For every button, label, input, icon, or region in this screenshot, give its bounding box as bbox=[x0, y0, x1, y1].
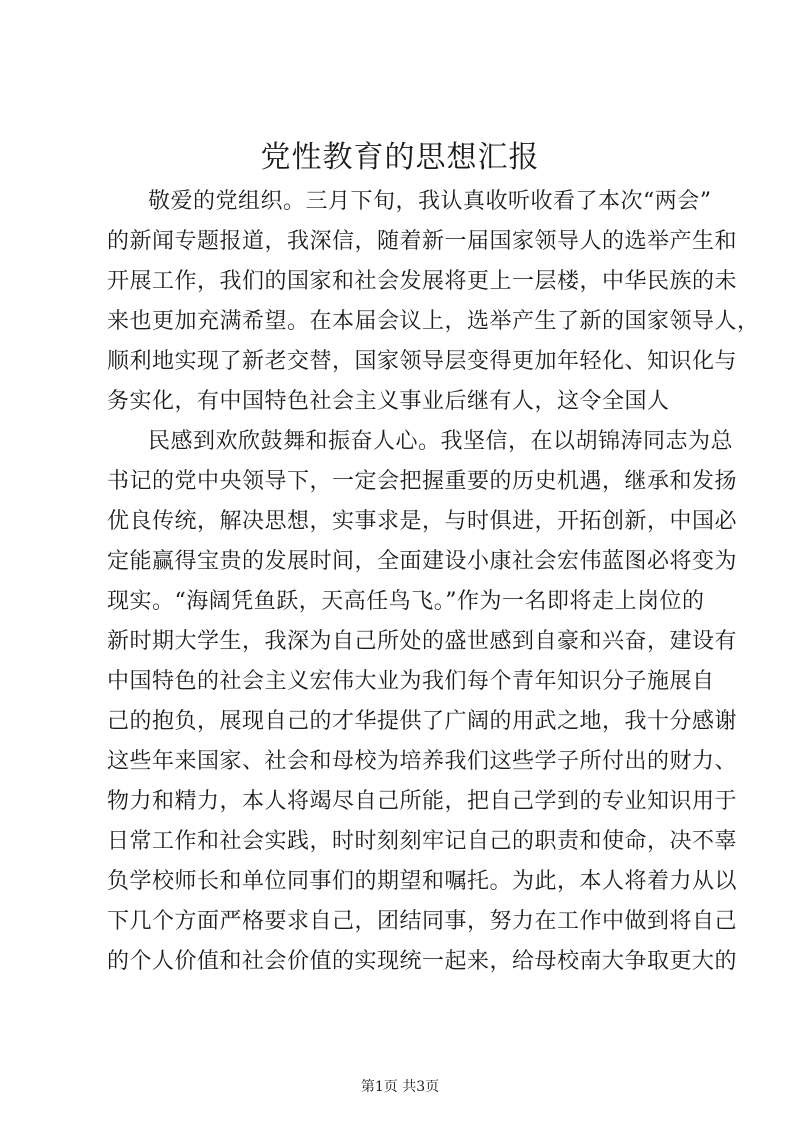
paragraph-line-15: 这些年来国家、社会和母校为培养我们这些学子所付出的财力、 bbox=[107, 749, 738, 774]
document-title: 党性教育的思想汇报 bbox=[260, 140, 540, 175]
paragraph-line-1: 敬爱的党组织。三月下旬，我认真收听收看了本次“两会” bbox=[148, 189, 712, 214]
paragraph-line-20: 的个人价值和社会价值的实现统一起来，给母校南大争取更大的 bbox=[107, 949, 738, 974]
paragraph-line-18: 负学校师长和单位同事们的期望和嘱托。为此，本人将着力从以 bbox=[107, 869, 738, 894]
paragraph-line-12: 新时期大学生，我深为自己所处的盛世感到自豪和兴奋，建设有 bbox=[107, 629, 738, 654]
paragraph-line-8: 书记的党中央领导下，一定会把握重要的历史机遇，继承和发扬 bbox=[107, 469, 738, 494]
paragraph-line-10: 定能赢得宝贵的发展时间，全面建设小康社会宏伟蓝图必将变为 bbox=[107, 549, 738, 574]
paragraph-line-11: 现实。“海阔凭鱼跃，天高任鸟飞。”作为一名即将走上岗位的 bbox=[107, 589, 705, 614]
paragraph-line-9: 优良传统，解决思想，实事求是，与时俱进，开拓创新，中国必 bbox=[107, 509, 738, 534]
paragraph-line-14: 己的抱负，展现自己的才华提供了广阔的用武之地，我十分感谢 bbox=[107, 709, 738, 734]
paragraph-line-2: 的新闻专题报道，我深信，随着新一届国家领导人的选举产生和 bbox=[107, 229, 738, 254]
paragraph-line-13: 中国特色的社会主义宏伟大业为我们每个青年知识分子施展自 bbox=[107, 669, 715, 694]
paragraph-line-3: 开展工作，我们的国家和社会发展将更上一层楼，中华民族的未 bbox=[107, 269, 738, 294]
page-footer: 第1页 共3页 bbox=[360, 1079, 440, 1095]
paragraph-line-6: 务实化，有中国特色社会主义事业后继有人，这令全国人 bbox=[107, 389, 670, 414]
paragraph-line-19: 下几个方面严格要求自己，团结同事，努力在工作中做到将自己 bbox=[107, 909, 738, 934]
paragraph-line-5: 顺利地实现了新老交替，国家领导层变得更加年轻化、知识化与 bbox=[107, 349, 738, 374]
paragraph-line-16: 物力和精力，本人将竭尽自己所能，把自己学到的专业知识用于 bbox=[107, 789, 738, 814]
paragraph-line-7: 民感到欢欣鼓舞和振奋人心。我坚信，在以胡锦涛同志为总 bbox=[148, 429, 734, 454]
paragraph-line-17: 日常工作和社会实践，时时刻刻牢记自己的职责和使命，决不辜 bbox=[107, 829, 738, 854]
paragraph-line-4: 来也更加充满希望。在本届会议上，选举产生了新的国家领导人， bbox=[107, 309, 760, 334]
